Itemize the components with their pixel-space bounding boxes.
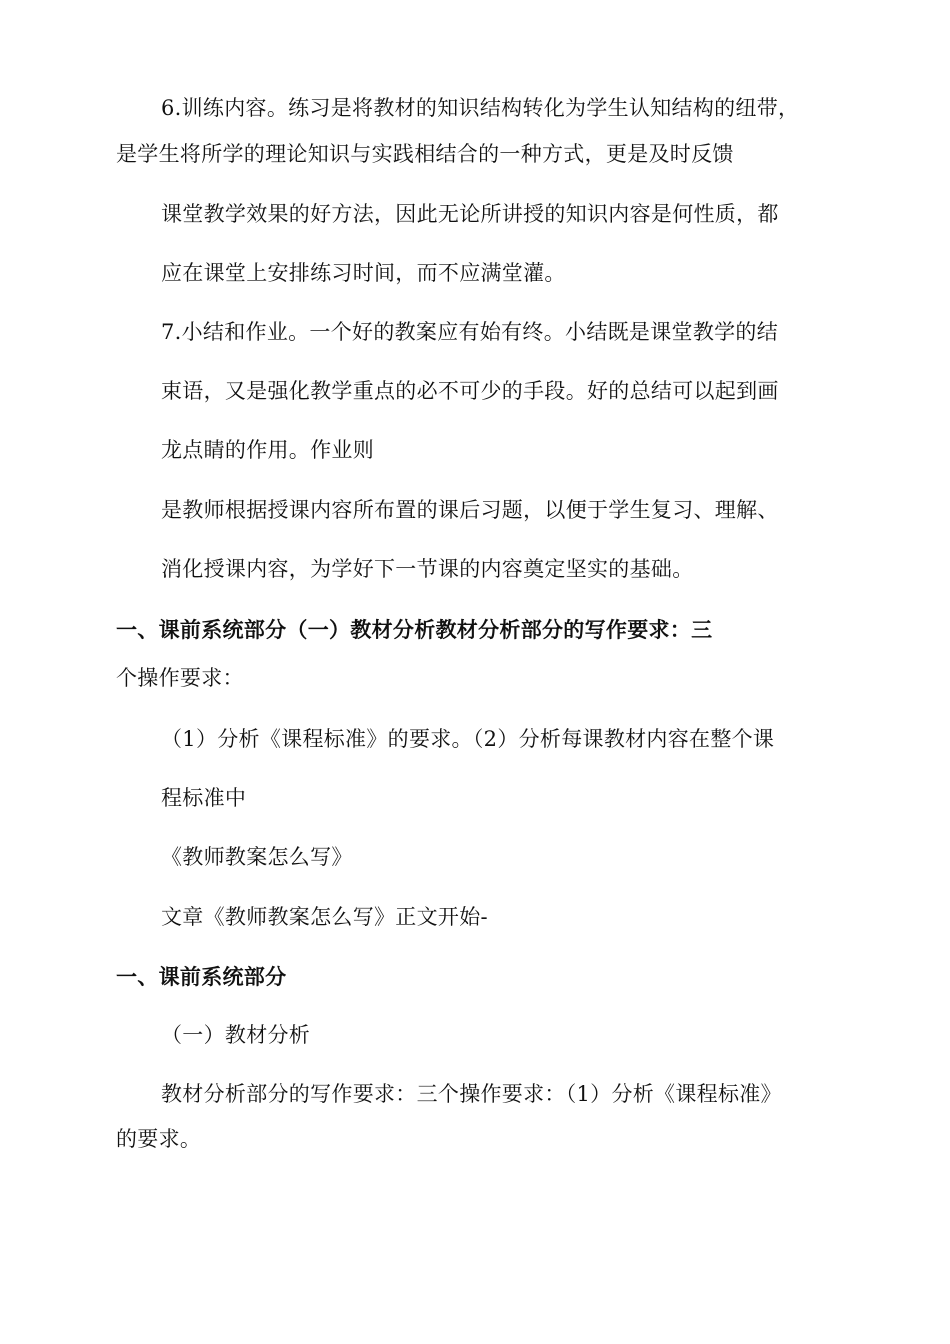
paragraph-line: 是教师根据授课内容所布置的课后习题，以便于学生复习、理解、: [161, 498, 779, 522]
paragraph-line: 消化授课内容，为学好下一节课的内容奠定坚实的基础。: [161, 557, 694, 581]
paragraph-line: 课堂教学效果的好方法，因此无论所讲授的知识内容是何性质，都: [161, 202, 779, 226]
paragraph-line: 7.小结和作业。一个好的教案应有始有终。小结既是课堂教学的结: [161, 320, 779, 344]
paragraph-line: 是学生将所学的理论知识与实践相结合的一种方式，更是及时反馈: [116, 142, 734, 166]
paragraph-line: 6.训练内容。练习是将教材的知识结构转化为学生认知结构的纽带，: [161, 96, 800, 120]
article-title: 《教师教案怎么写》: [161, 845, 353, 869]
paragraph-line: 个操作要求：: [116, 666, 244, 690]
subsection-heading: （一）教材分析: [161, 1023, 311, 1047]
section-heading: 一、课前系统部分（一）教材分析教材分析部分的写作要求：三: [116, 618, 713, 642]
paragraph-line: 教材分析部分的写作要求：三个操作要求：（1）分析《课程标准》: [161, 1082, 782, 1106]
paragraph-line: 应在课堂上安排练习时间，而不应满堂灌。: [161, 261, 566, 285]
paragraph-line: 的要求。: [116, 1127, 202, 1151]
paragraph-line: 龙点睛的作用。作业则: [161, 438, 374, 462]
section-heading: 一、课前系统部分: [116, 965, 287, 989]
paragraph-line: 束语，又是强化教学重点的必不可少的手段。好的总结可以起到画: [161, 379, 779, 403]
paragraph-line: 程标准中: [161, 786, 247, 810]
paragraph-line: （1）分析《课程标准》的要求。（2）分析每课教材内容在整个课: [161, 727, 775, 751]
paragraph-line: 文章《教师教案怎么写》正文开始-: [161, 905, 488, 929]
